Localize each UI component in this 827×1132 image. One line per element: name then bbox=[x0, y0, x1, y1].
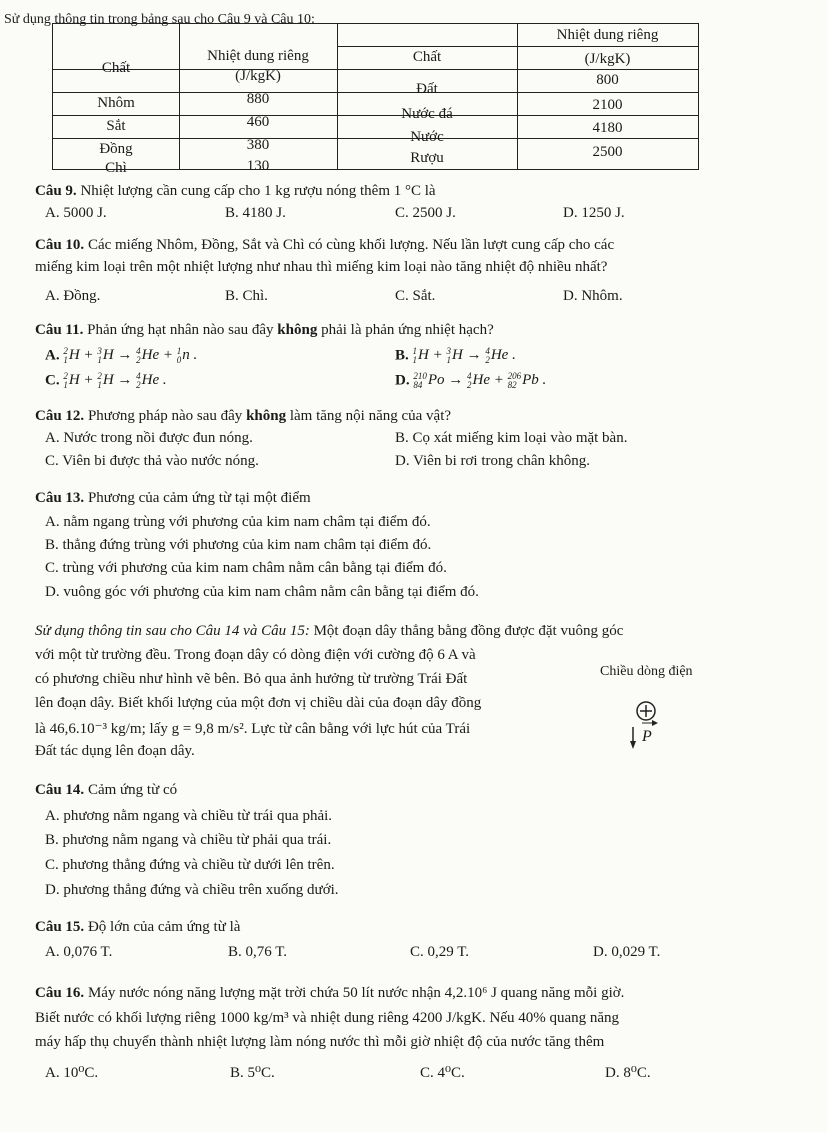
shared-info-line6: Đất tác dụng lên đoạn dây. bbox=[35, 743, 195, 759]
q16-option-c[interactable]: C. 4⁰C. bbox=[420, 1065, 465, 1081]
question-9: Câu 9. Nhiệt lượng cần cung cấp cho 1 kg rượu nóng thêm 1 °C là bbox=[35, 183, 436, 199]
table-cell: 880 bbox=[246, 91, 270, 107]
q16-option-b[interactable]: B. 5⁰C. bbox=[230, 1065, 275, 1081]
q12-option-d[interactable]: D. Viên bi rơi trong chân không. bbox=[395, 453, 591, 469]
table-row: Sắt bbox=[106, 118, 126, 134]
table-cell: 4180 bbox=[592, 120, 623, 136]
table-row: Nước đá bbox=[401, 106, 453, 122]
q12-option-b[interactable]: B. Cọ xát miếng kim loại vào mặt bàn. bbox=[395, 430, 628, 446]
table-header-nhiet-dung: Nhiệt dung riêng bbox=[207, 48, 309, 64]
question-12: Câu 12. Phương pháp nào sau đây không làm tăng nội năng của vật? bbox=[35, 408, 452, 424]
shared-info-line4: lên đoạn dây. Biết khối lượng của một đơn vị chiều dài của đoạn dây đồng bbox=[35, 695, 482, 711]
question-15: Câu 15. Độ lớn của cảm ứng từ là bbox=[35, 919, 241, 935]
q15-option-a[interactable]: A. 0,076 T. bbox=[45, 944, 113, 960]
q15-option-c[interactable]: C. 0,29 T. bbox=[410, 944, 470, 960]
table-intro: Sử dụng thông tin trong bảng sau cho Câu 9 và Câu 10: bbox=[4, 12, 315, 27]
shared-info-line2: với một từ trường đều. Trong đoạn dây có dòng điện với cường độ 6 A và bbox=[35, 647, 476, 663]
q11-option-c[interactable]: C. 2 1H + 2 1H → 4 2He . bbox=[45, 371, 167, 390]
q13-option-b[interactable]: B. thẳng đứng trùng với phương của kim nam châm tại điểm đó. bbox=[45, 537, 432, 553]
question-14: Câu 14. Cảm ứng từ có bbox=[35, 782, 178, 798]
question-10: Câu 10. Các miếng Nhôm, Đồng, Sắt và Chì có cùng khối lượng. Nếu lần lượt cung cấp cho các bbox=[35, 237, 615, 253]
question-16: Câu 16. Máy nước nóng năng lượng mặt trời chứa 50 lít nước nhận 4,2.10⁶ J quang năng mỗi giờ. bbox=[35, 985, 625, 1001]
current-direction-label: Chiều dòng điện bbox=[600, 664, 693, 679]
shared-info-line5: là 46,6.10⁻³ kg/m; lấy g = 9,8 m/s². Lực từ cân bằng với lực hút của Trái bbox=[35, 721, 471, 737]
q13-option-a[interactable]: A. nằm ngang trùng với phương của kim nam châm tại điểm đó. bbox=[45, 514, 431, 530]
table-row: Đất bbox=[416, 81, 438, 97]
q13-option-d[interactable]: D. vuông góc với phương của kim nam châm nằm cân bằng tại điểm đó. bbox=[45, 584, 479, 600]
q14-option-c[interactable]: C. phương thẳng đứng và chiều từ dưới lên trên. bbox=[45, 857, 335, 873]
question-11: Câu 11. Phản ứng hạt nhân nào sau đây không phải là phản ứng nhiệt hạch? bbox=[35, 322, 494, 338]
q9-option-b[interactable]: B. 4180 J. bbox=[225, 205, 286, 221]
question-16-line2: Biết nước có khối lượng riêng 1000 kg/m³ và nhiệt dung riêng 4200 J/kgK. Nếu 40% quang năng bbox=[35, 1010, 620, 1026]
q16-option-d[interactable]: D. 8⁰C. bbox=[605, 1065, 651, 1081]
q15-option-b[interactable]: B. 0,76 T. bbox=[228, 944, 288, 960]
question-13: Câu 13. Phương của cảm ứng từ tại một điểm bbox=[35, 490, 311, 506]
q9-option-c[interactable]: C. 2500 J. bbox=[395, 205, 456, 221]
q12-option-a[interactable]: A. Nước trong nồi được đun nóng. bbox=[45, 430, 253, 446]
q9-option-d[interactable]: D. 1250 J. bbox=[563, 205, 625, 221]
specific-heat-table bbox=[52, 23, 699, 176]
table-header-chat: Chất bbox=[101, 60, 131, 76]
table-header-unit: (J/kgK) bbox=[235, 68, 281, 84]
table-row: Rượu bbox=[410, 150, 444, 166]
table-cell: 800 bbox=[596, 72, 619, 88]
table-cell: 460 bbox=[246, 114, 270, 130]
table-cell: 130 bbox=[246, 158, 270, 174]
q9-option-a[interactable]: A. 5000 J. bbox=[45, 205, 107, 221]
table-row: Đồng bbox=[99, 141, 133, 157]
table-row: Chì bbox=[105, 160, 127, 176]
q16-option-a[interactable]: A. 10⁰C. bbox=[45, 1065, 99, 1081]
q10-option-b[interactable]: B. Chì. bbox=[225, 288, 268, 304]
q14-option-d[interactable]: D. phương thẳng đứng và chiều trên xuống dưới. bbox=[45, 882, 339, 898]
table-cell: 380 bbox=[246, 137, 270, 153]
question-16-line3: máy hấp thụ chuyển thành nhiệt lượng làm nóng nước thì mỗi giờ nhiệt độ của nước tăng thêm bbox=[35, 1034, 605, 1050]
table-row: Nước bbox=[410, 129, 444, 145]
table-cell: 2100 bbox=[592, 97, 623, 113]
table-header-chat-right: Chất bbox=[412, 49, 442, 65]
table-row: Nhôm bbox=[97, 95, 135, 111]
q10-option-a[interactable]: A. Đồng. bbox=[45, 288, 101, 304]
weight-vector-label: P bbox=[642, 728, 652, 745]
table-header-nhiet-dung-right: Nhiệt dung riêng bbox=[556, 27, 659, 43]
table-cell: 2500 bbox=[592, 144, 623, 160]
q11-option-d[interactable]: D. 210 84 Po → 4 2He + 206 82 Pb . bbox=[395, 371, 547, 390]
q11-option-a[interactable]: A. 2 1H + 3 1H → 4 2He + 1 0n . bbox=[45, 346, 198, 365]
current-wire-figure bbox=[630, 697, 670, 755]
question-10-line2: miếng kim loại trên một nhiệt lượng như nhau thì miếng kim loại nào tăng nhiệt độ nhiều nhất? bbox=[35, 259, 608, 275]
q15-option-d[interactable]: D. 0,029 T. bbox=[593, 944, 661, 960]
shared-info-line1: Sử dụng thông tin sau cho Câu 14 và Câu 15: Một đoạn dây thẳng bằng đồng được đặt vuông góc bbox=[35, 623, 624, 639]
q13-option-c[interactable]: C. trùng với phương của kim nam châm nằm cân bằng tại điểm đó. bbox=[45, 560, 447, 576]
shared-info-line3: có phương chiều như hình vẽ bên. Bỏ qua ảnh hưởng từ trường Trái Đất bbox=[35, 671, 468, 687]
q10-option-c[interactable]: C. Sắt. bbox=[395, 288, 436, 304]
q14-option-a[interactable]: A. phương nằm ngang và chiều từ trái qua phải. bbox=[45, 808, 333, 824]
table-header-unit-right: (J/kgK) bbox=[584, 51, 631, 67]
q10-option-d[interactable]: D. Nhôm. bbox=[563, 288, 623, 304]
q14-option-b[interactable]: B. phương nằm ngang và chiều từ phải qua trái. bbox=[45, 832, 332, 848]
q12-option-c[interactable]: C. Viên bi được thả vào nước nóng. bbox=[45, 453, 259, 469]
q11-option-b[interactable]: B. 1 1H + 3 1H → 4 2He . bbox=[395, 346, 516, 365]
